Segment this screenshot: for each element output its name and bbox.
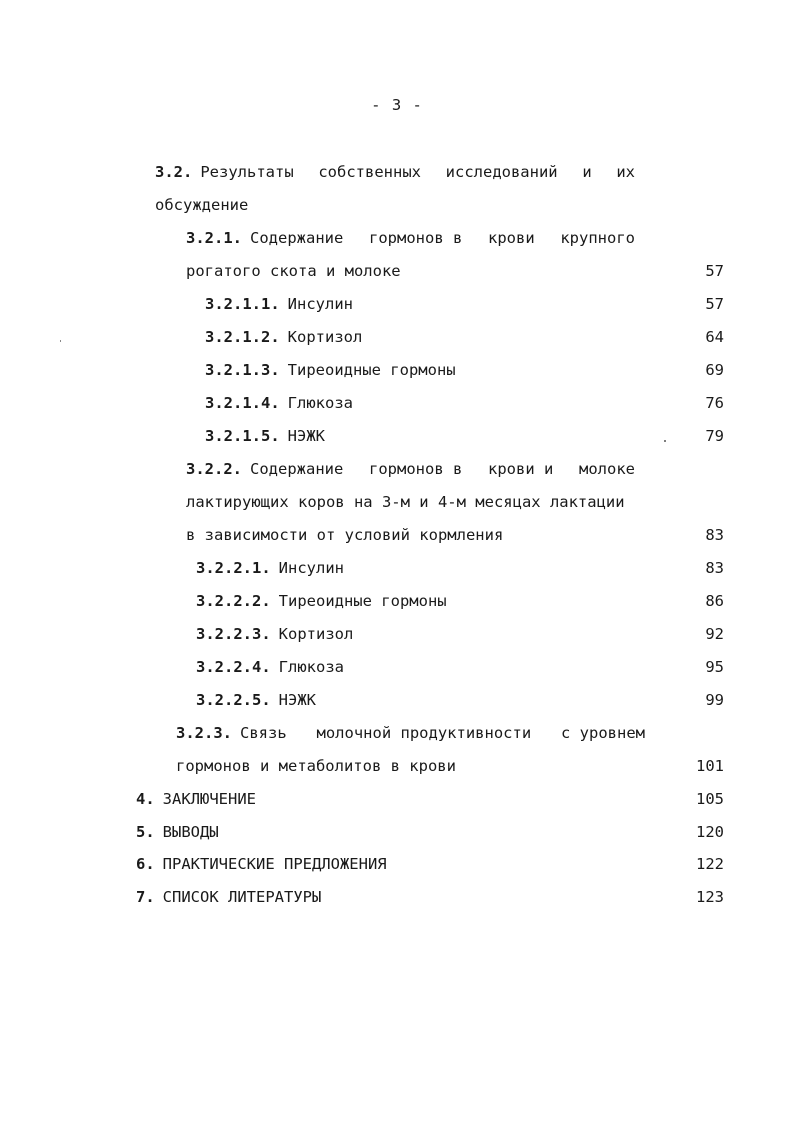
toc-entry-3-2-2-line1 [186, 458, 635, 480]
toc-entry-4 [136, 788, 256, 810]
toc-page: 122 [696, 855, 724, 873]
toc-number: 3.2.2.2. [196, 592, 271, 610]
toc-entry-3-2-2-line3: в зависимости от условий кормления [186, 526, 504, 544]
toc-page: 79 [705, 427, 724, 445]
toc-word: их [616, 163, 635, 181]
toc-word: Содержание [250, 460, 344, 478]
toc-number: 7. [136, 888, 155, 906]
toc-page: 120 [696, 823, 724, 841]
toc-number: 3.2.1. [186, 229, 242, 247]
toc-word: Содержание [250, 229, 344, 247]
toc-number: 3.2.2.3. [196, 625, 271, 643]
toc-entry-3-2-1-1 [205, 293, 353, 315]
toc-entry-3-2-3-line2: гормонов и метаболитов в крови [176, 757, 456, 775]
toc-word: Результаты [200, 163, 294, 181]
toc-word: крови и [488, 460, 554, 478]
toc-entry-3-2-2-3 [196, 623, 353, 645]
toc-word: Связь [240, 724, 287, 742]
scan-speck [664, 440, 666, 442]
toc-title: Инсулин [278, 559, 344, 577]
toc-entry-3-2-2-2 [196, 590, 447, 612]
toc-title: Глюкоза [287, 394, 353, 412]
toc-word: гормонов в [369, 229, 463, 247]
toc-entry-6 [136, 853, 387, 875]
toc-word: крупного [560, 229, 635, 247]
toc-title: Глюкоза [278, 658, 344, 676]
toc-page: 64 [705, 328, 724, 346]
toc-word: молочной продуктивности [316, 724, 532, 742]
toc-title: Тиреоидные гормоны [287, 361, 456, 379]
toc-title: НЭЖК [278, 691, 316, 709]
toc-entry-3-2-1-3 [205, 359, 456, 381]
toc-page: 83 [705, 526, 724, 544]
page-number: - 3 - [371, 96, 423, 114]
toc-number: 3.2.1.2. [205, 328, 280, 346]
toc-page: 57 [705, 262, 724, 280]
toc-title: СПИСОК ЛИТЕРАТУРЫ [162, 888, 322, 906]
toc-word: молоке [579, 460, 635, 478]
toc-title: Инсулин [287, 295, 353, 313]
toc-entry-3-2-1-line2: рогатого скота и молоке [186, 262, 401, 280]
toc-entry-7 [136, 886, 321, 908]
toc-title: ВЫВОДЫ [162, 823, 219, 841]
toc-entry-3-2-2-1 [196, 557, 344, 579]
toc-number: 3.2.3. [176, 724, 232, 742]
toc-page: 92 [705, 625, 724, 643]
toc-word: и [582, 163, 592, 181]
toc-page: 69 [705, 361, 724, 379]
toc-page: 57 [705, 295, 724, 313]
toc-number: 3.2. [155, 163, 193, 181]
toc-entry-3-2-1-4 [205, 392, 353, 414]
toc-word: с уровнем [561, 724, 645, 742]
toc-entry-3-2-1-line1 [186, 227, 635, 249]
toc-word: собственных [318, 163, 421, 181]
toc-entry-3-2-2-line2: лактирующих коров на 3-м и 4-м месяцах лактации [186, 493, 625, 511]
toc-title: Кортизол [287, 328, 363, 346]
toc-entry-3-2-line2: обсуждение [155, 196, 249, 214]
toc-page: 95 [705, 658, 724, 676]
scan-speck [60, 340, 61, 342]
toc-page: 86 [705, 592, 724, 610]
toc-title: ЗАКЛЮЧЕНИЕ [162, 790, 256, 808]
toc-entry-3-2-2-4 [196, 656, 344, 678]
toc-title: НЭЖК [287, 427, 325, 445]
toc-entry-3-2-2-5 [196, 689, 316, 711]
toc-number: 3.2.1.3. [205, 361, 280, 379]
toc-number: 3.2.1.1. [205, 295, 280, 313]
toc-word: исследований [445, 163, 558, 181]
toc-number: 5. [136, 823, 155, 841]
toc-title: Тиреоидные гормоны [278, 592, 447, 610]
toc-entry-3-2-1-5 [205, 425, 325, 447]
toc-number: 3.2.1.5. [205, 427, 280, 445]
toc-word: гормонов в [369, 460, 463, 478]
toc-number: 4. [136, 790, 155, 808]
toc-page: 76 [705, 394, 724, 412]
toc-page: 105 [696, 790, 724, 808]
toc-entry-5 [136, 821, 219, 843]
toc-number: 3.2.2.5. [196, 691, 271, 709]
toc-entry-3-2-3-line1 [176, 722, 645, 744]
toc-number: 3.2.1.4. [205, 394, 280, 412]
toc-word: крови [488, 229, 535, 247]
toc-number: 6. [136, 855, 155, 873]
toc-page: 101 [696, 757, 724, 775]
toc-number: 3.2.2.1. [196, 559, 271, 577]
toc-entry-3-2-line1 [155, 161, 635, 183]
toc-title: Кортизол [278, 625, 354, 643]
toc-number: 3.2.2. [186, 460, 242, 478]
toc-title: ПРАКТИЧЕСКИЕ ПРЕДЛОЖЕНИЯ [162, 855, 387, 873]
toc-page: 99 [705, 691, 724, 709]
toc-page: 83 [705, 559, 724, 577]
toc-page: 123 [696, 888, 724, 906]
toc-entry-3-2-1-2 [205, 326, 362, 348]
toc-number: 3.2.2.4. [196, 658, 271, 676]
